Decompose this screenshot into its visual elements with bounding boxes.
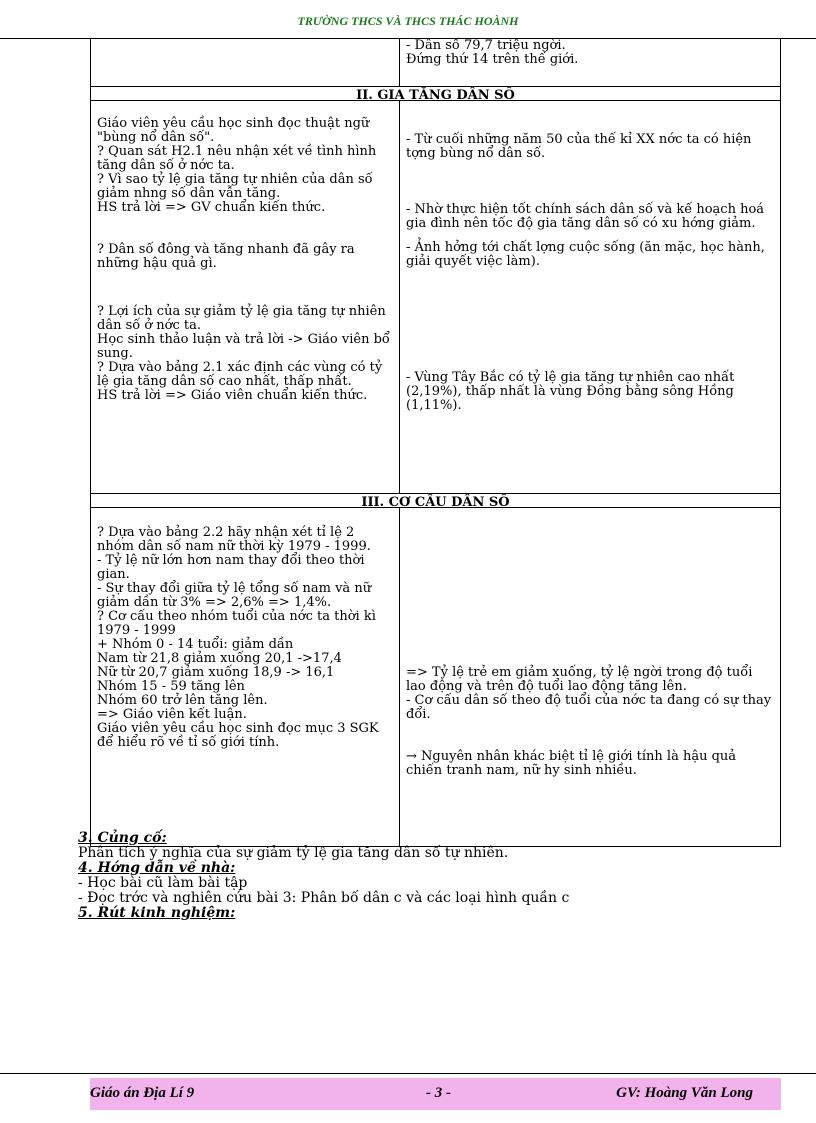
cell-text: Giáo viên yêu cầu học sinh đọc thuật ngữ "bùng nổ dân số". (97, 116, 370, 145)
cell-text: ? Cơ cấu theo nhóm tuổi của nớc ta thời kì 1979 - 1999 (97, 609, 376, 638)
table-row (91, 39, 781, 87)
homework-item: - Học bài cũ làm bài tập (78, 875, 248, 891)
cell-text: Đứng thứ 14 trên thế giới. (406, 52, 579, 67)
table-row (91, 508, 781, 847)
lesson-closing-section (78, 831, 778, 921)
cell-text: ? Dựa vào bảng 2.1 xác định các vùng có tỷ lệ gia tăng dân số cao nhất, thấp nhất. (97, 360, 383, 389)
spacer (97, 271, 393, 305)
cell-text: Học sinh thảo luận và trả lời -> Giáo viên bổ sung. (97, 332, 390, 361)
section-row (91, 494, 781, 508)
cell-text: Nam từ 21,8 giảm xuống 20,1 ->17,4 (97, 651, 342, 666)
cell-text: ? Vì sao tỷ lệ gia tăng tự nhiên của dân số giảm nhng số dân vẫn tăng. (97, 172, 373, 201)
page-number: - 3 - (426, 1085, 451, 1101)
cell-text: - Sự thay đổi giữa tỷ lệ tổng số nam và nữ giảm dần từ 3% => 2,6% => 1,4%. (97, 581, 372, 610)
table-row (91, 101, 781, 494)
homework-heading: 4. Hớng dẫn về nhà: (78, 860, 236, 876)
cell-text: Giáo viên yêu cầu học sinh đọc mục 3 SGK để hiểu rõ về tỉ số giới tính. (97, 721, 379, 750)
section-title-cell (91, 494, 781, 508)
consolidation-text: Phân tích ý nghĩa của sự giảm tỷ lệ gia tăng dân số tự nhiên. (78, 845, 509, 861)
cell-text: => Giáo viên kết luận. (97, 707, 247, 722)
section-title-cell (91, 87, 781, 101)
spacer (406, 722, 774, 750)
cell-text: - Nhờ thực hiện tốt chính sách dân số và kế hoạch hoá gia đình nên tốc độ gia tăng dân số có xu hớng giảm. (406, 202, 765, 231)
cell-text: Nhóm 15 - 59 tăng lên (97, 679, 245, 694)
left-cell (91, 508, 400, 847)
right-cell (400, 508, 781, 847)
right-cell (400, 39, 781, 87)
homework-item: - Đọc trớc và nghiên cứu bài 3: Phân bố dân c và các loại hình quần c (78, 890, 570, 906)
cell-text: ? Dựa vào bảng 2.2 hãy nhận xét tỉ lệ 2 nhóm dân số nam nữ thời kỳ 1979 - 1999. (97, 525, 371, 554)
cell-text: - Từ cuối những năm 50 của thế kỉ XX nớc ta có hiện tợng bùng nổ dân số. (406, 132, 752, 161)
consolidation-heading: 3. Củng cố: (78, 830, 167, 846)
left-cell (91, 39, 400, 87)
cell-text: ? Quan sát H2.1 nêu nhận xét về tình hình tăng dân số ở nớc ta. (97, 144, 377, 173)
lesson-table (90, 38, 781, 847)
cell-text: - Dân số 79,7 triệu ngời. (406, 38, 566, 53)
footer-lesson-name: Giáo án Địa Lí 9 (90, 1085, 195, 1101)
cell-text: + Nhóm 0 - 14 tuổi: giảm dần (97, 637, 294, 652)
section-title: II. GIA TĂNG DÂN SỐ (356, 88, 515, 101)
cell-text: => Tỷ lệ trẻ em giảm xuống, tỷ lệ ngời trong độ tuổi lao động và trên độ tuổi lao động tăng lên. (406, 665, 753, 694)
experience-heading: 5. Rút kinh nghiệm: (78, 905, 236, 921)
right-cell (400, 101, 781, 494)
section-title: III. CƠ CẤU DÂN SỐ (361, 495, 510, 508)
cell-text: HS trả lời => Giáo viên chuẩn kiến thức. (97, 388, 368, 403)
spacer (406, 161, 774, 203)
cell-text: → Nguyên nhân khác biệt tỉ lệ giới tính là hậu quả chiến tranh nam, nữ hy sinh nhiều. (406, 749, 737, 778)
cell-text: - Ảnh hởng tới chất lợng cuộc sống (ăn mặc, học hành, giải quyết việc làm). (406, 240, 765, 269)
footer-rule (0, 1073, 816, 1074)
page-header-title: TRƯỜNG THCS VÀ THCS THÁC HOÀNH (297, 14, 519, 28)
footer-teacher: GV: Hoàng Văn Long (616, 1085, 753, 1101)
cell-text: ? Lợi ích của sự giảm tỷ lệ gia tăng tự nhiên dân số ở nớc ta. (97, 304, 386, 333)
cell-text: HS trả lời => GV chuẩn kiến thức. (97, 200, 326, 215)
spacer (97, 215, 393, 243)
footer-band (90, 1078, 781, 1110)
spacer (406, 269, 774, 371)
cell-text: Nhóm 60 trở lên tăng lên. (97, 693, 268, 708)
cell-text: - Tỷ lệ nữ lớn hơn nam thay đổi theo thời gian. (97, 553, 365, 582)
left-cell (91, 101, 400, 494)
section-row (91, 87, 781, 101)
cell-text: - Cơ cấu dân số theo độ tuổi của nớc ta đang có sự thay đổi. (406, 693, 772, 722)
cell-text: ? Dân số đông và tăng nhanh đã gây ra những hậu quả gì. (97, 242, 355, 271)
cell-text: - Vùng Tây Bắc có tỷ lệ gia tăng tự nhiên cao nhất (2,19%), thấp nhất là vùng Đồng bằng sông Hồng (1,11%). (406, 370, 735, 413)
cell-text: Nữ từ 20,7 giảm xuống 18,9 -> 16,1 (97, 665, 335, 680)
